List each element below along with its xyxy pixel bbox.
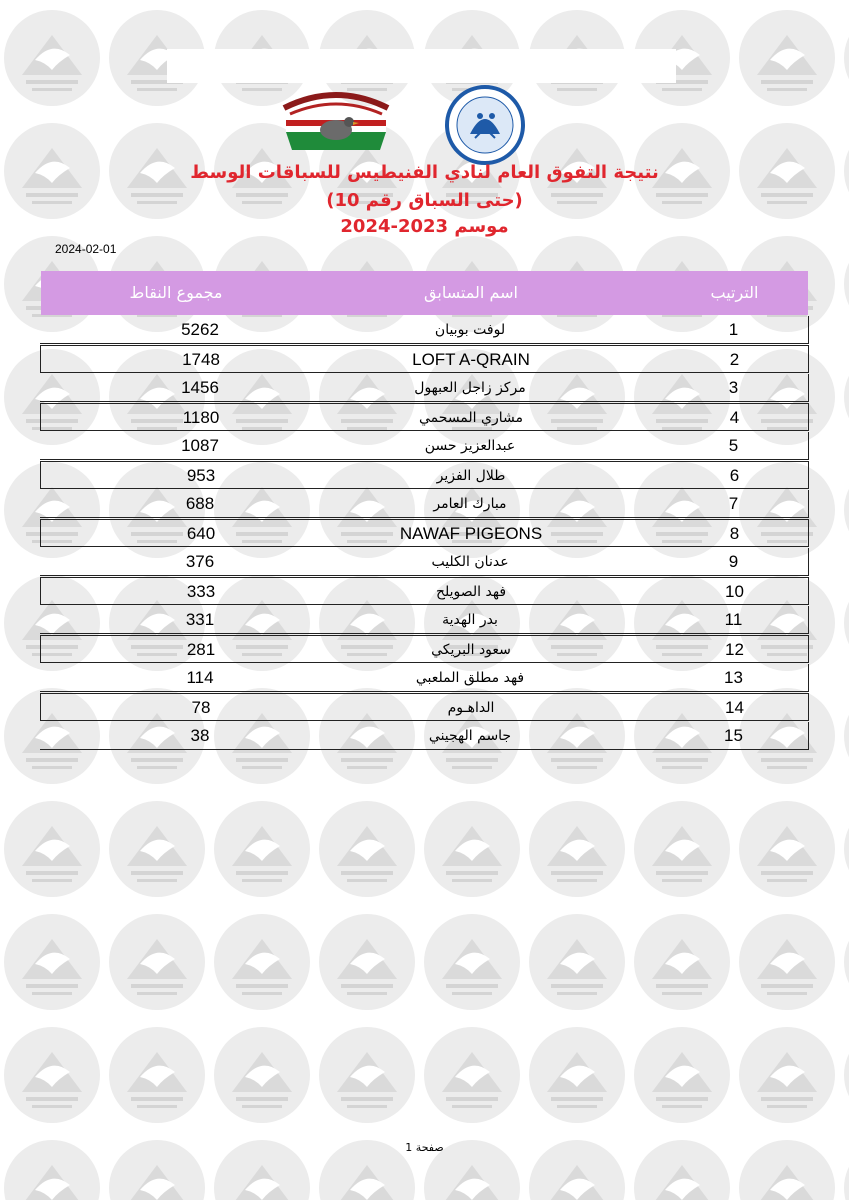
name-cell: مشاري المسحمي: [419, 410, 523, 426]
points-cell: 331: [185, 610, 215, 629]
points-cell: 688: [185, 494, 215, 513]
name-cell: عدنان الكليب: [431, 554, 509, 570]
season-label: موسم 2023-2024: [340, 216, 509, 237]
points-cell: 1748: [182, 350, 220, 369]
page-number: صفحة 1: [405, 1141, 444, 1154]
table-row: [40, 606, 809, 634]
table-row: [40, 345, 809, 373]
name-cell: فهد مطلق الملعبي: [415, 670, 525, 686]
points-cell: 1456: [181, 378, 219, 397]
table-row: [40, 490, 809, 518]
name-cell: سعود البريكي: [431, 642, 511, 658]
name-cell: لوفت بوبيان: [434, 322, 506, 338]
rank-cell: 10: [725, 582, 744, 601]
points-cell: 78: [191, 698, 211, 717]
page-title: نتيجة التفوق العام لنادي الفنيطيس للسباقات الوسط: [190, 162, 659, 183]
name-cell: بدر الهدية: [442, 612, 498, 628]
report-date: 2024-02-01: [55, 242, 117, 256]
table-row: [40, 722, 809, 750]
rank-cell: 8: [729, 524, 740, 543]
rank-cell: 11: [724, 610, 743, 629]
rank-cell: 1: [728, 320, 739, 339]
rank-cell: 4: [729, 408, 740, 427]
pigeon-federation-logo: [440, 84, 530, 166]
name-cell: طلال الفزير: [436, 468, 506, 484]
points-cell: 1087: [181, 436, 219, 455]
table-row: [40, 316, 809, 344]
rank-cell: 14: [725, 698, 744, 717]
column-header-name: اسم المتسابق: [424, 283, 518, 302]
rank-cell: 13: [724, 668, 743, 687]
table-row: [40, 461, 809, 489]
table-row: [40, 693, 809, 721]
table-row: [40, 432, 809, 460]
table-row: [40, 577, 809, 605]
table-row: [40, 519, 809, 547]
column-header-points: مجموع النقاط: [129, 283, 223, 302]
name-cell: NAWAF PIGEONS: [399, 524, 543, 543]
points-cell: 953: [186, 466, 216, 485]
rank-cell: 7: [728, 494, 739, 513]
page-subtitle: (حتى السباق رقم 10): [326, 190, 523, 211]
name-cell: جاسم الهجيني: [428, 728, 512, 744]
name-cell: عبدالعزيز حسن: [424, 438, 516, 454]
table-row: [40, 664, 809, 692]
points-cell: 281: [186, 640, 216, 659]
rank-cell: 5: [728, 436, 739, 455]
name-cell: مبارك العامر: [433, 496, 507, 512]
name-cell: الداهـوم: [447, 700, 495, 716]
kuwait-racing-pigeon-club-logo: [276, 80, 396, 160]
table-row: [40, 403, 809, 431]
name-cell: مركز زاجل العبهول: [414, 380, 526, 396]
header-band: [167, 49, 676, 83]
table-row: [40, 635, 809, 663]
points-cell: 640: [186, 524, 216, 543]
column-header-rank: الترتيب: [710, 283, 759, 302]
points-cell: 5262: [181, 320, 219, 339]
points-cell: 38: [190, 726, 210, 745]
rank-cell: 3: [728, 378, 739, 397]
table-header: [41, 271, 808, 315]
points-cell: 376: [185, 552, 215, 571]
name-cell: LOFT A-QRAIN: [412, 350, 530, 369]
rank-cell: 12: [725, 640, 744, 659]
rank-cell: 15: [724, 726, 743, 745]
rank-cell: 6: [729, 466, 740, 485]
points-cell: 1180: [182, 408, 220, 427]
points-cell: 333: [186, 582, 216, 601]
table-row: [40, 548, 809, 576]
table-row: [40, 374, 809, 402]
points-cell: 114: [186, 668, 214, 687]
name-cell: فهد الصويلح: [435, 584, 507, 600]
rank-cell: 9: [728, 552, 739, 571]
rank-cell: 2: [729, 350, 740, 369]
